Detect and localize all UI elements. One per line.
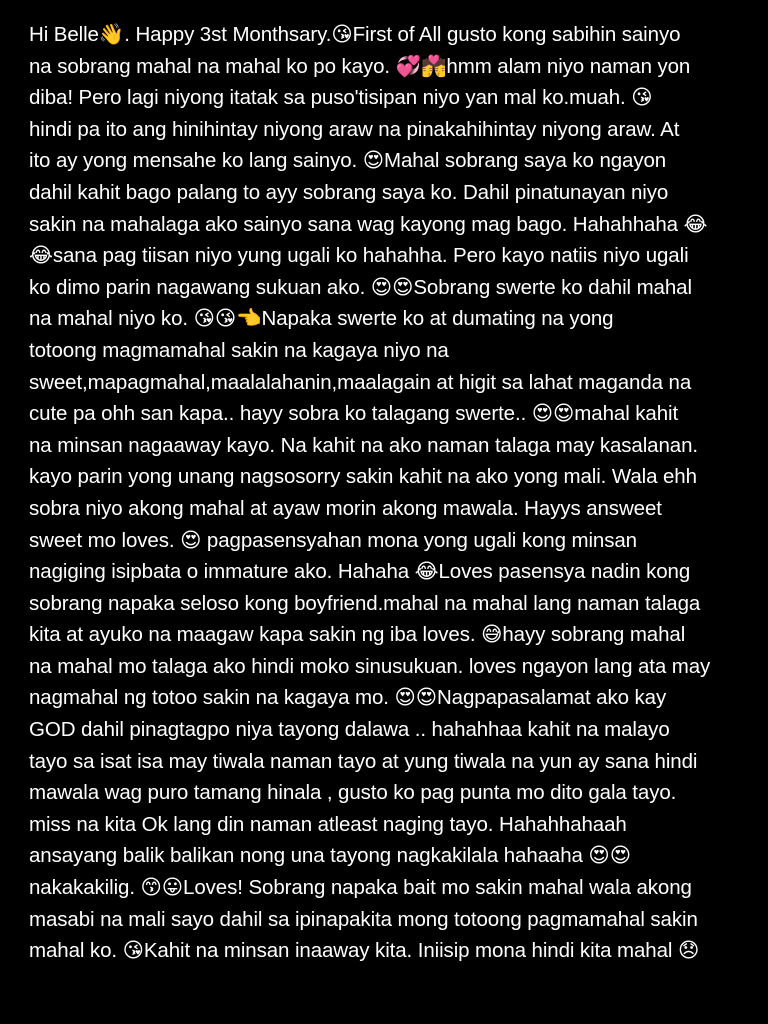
message-text-line: kita at ayuko na maagaw kapa sakin ng iba loves. 😅hayy sobrang mahal <box>29 623 686 647</box>
message-text-line: diba! Pero lagi niyong itatak sa puso'tisipan niyo yan mal ko.muah. 😘 <box>29 86 653 110</box>
message-text-line: nagiging isipbata o immature ako. Hahaha 😂Loves pasensya nadin kong <box>29 560 691 584</box>
message-text-line: nagmahal ng totoo sakin na kagaya mo. 😍😍Nagpapasalamat ako kay <box>29 686 667 710</box>
message-text-line: GOD dahil pinagtagpo niya tayong dalawa .. hahahhaa kahit na malayo <box>29 718 670 742</box>
message-text-body <box>29 19 745 967</box>
message-text-line: masabi na mali sayo dahil sa ipinapakita mong totoong pagmamahal sakin <box>29 907 698 931</box>
message-text-line: na minsan nagaaway kayo. Na kahit na ako naman talaga may kasalanan. <box>29 433 698 457</box>
message-text-line: sweet,mapagmahal,maalalahanin,maalagain at higit sa lahat maganda na <box>29 370 692 394</box>
message-text-line: sobrang napaka seloso kong boyfriend.mahal na mahal lang naman talaga <box>29 591 701 615</box>
message-text-line: totoong magmamahal sakin na kagaya niyo na <box>29 338 449 362</box>
message-text-line: na mahal mo talaga ako hindi moko sinusukuan. loves ngayon lang ata may <box>29 654 711 678</box>
message-text-line: na mahal niyo ko. 😘😘👈Napaka swerte ko at dumating na yong <box>29 307 614 331</box>
message-text-line: kayo parin yong unang nagsosorry sakin kahit na ako yong mali. Wala ehh <box>29 465 697 489</box>
message-text-line: mahal ko. 😘Kahit na minsan inaaway kita. Iniisip mona hindi kita mahal 😞 <box>29 939 700 963</box>
message-text-line: sakin na mahalaga ako sainyo sana wag kayong mag bago. Hahahhaha 😂 <box>29 212 708 236</box>
message-text-line: ito ay yong mensahe ko lang sainyo. 😍Mahal sobrang saya ko ngayon <box>29 149 667 173</box>
message-text-line: 😂sana pag tiisan niyo yung ugali ko hahahha. Pero kayo natiis niyo ugali <box>29 244 689 268</box>
message-text-line: ko dimo parin nagawang sukuan ako. 😍😍Sobrang swerte ko dahil mahal <box>29 275 692 299</box>
message-text-line: na sobrang mahal na mahal ko po kayo. 💞💏hmm alam niyo naman yon <box>29 54 691 78</box>
message-text-line: nakakakilig. 😙😛Loves! Sobrang napaka bait mo sakin mahal wala akong <box>29 876 692 900</box>
message-text-line: sobra niyo akong mahal at ayaw morin akong mawala. Hayys answeet <box>29 496 662 520</box>
message-text-line: ansayang balik balikan nong una tayong nagkakilala hahaaha 😍😍 <box>29 844 631 868</box>
message-text-line: miss na kita Ok lang din naman atleast naging tayo. Hahahhahaah <box>29 812 627 836</box>
message-text-line: cute pa ohh san kapa.. hayy sobra ko talagang swerte.. 😍😍mahal kahit <box>29 402 679 426</box>
message-text-line: mawala wag puro tamang hinala , gusto ko pag punta mo dito gala tayo. <box>29 781 677 805</box>
message-text-line: dahil kahit bago palang to ayy sobrang saya ko. Dahil pinatunayan niyo <box>29 180 669 204</box>
message-text-line: sweet mo loves. 😍 pagpasensyahan mona yong ugali kong minsan <box>29 528 637 552</box>
message-text-line: Hi Belle👋. Happy 3st Monthsary.😘First of All gusto kong sabihin sainyo <box>29 23 681 46</box>
message-text-line: tayo sa isat isa may tiwala naman tayo at yung tiwala na yun ay sana hindi <box>29 749 698 773</box>
message-text-line: hindi pa ito ang hinihintay niyong araw na pinakahihintay niyong araw. At <box>29 117 680 141</box>
